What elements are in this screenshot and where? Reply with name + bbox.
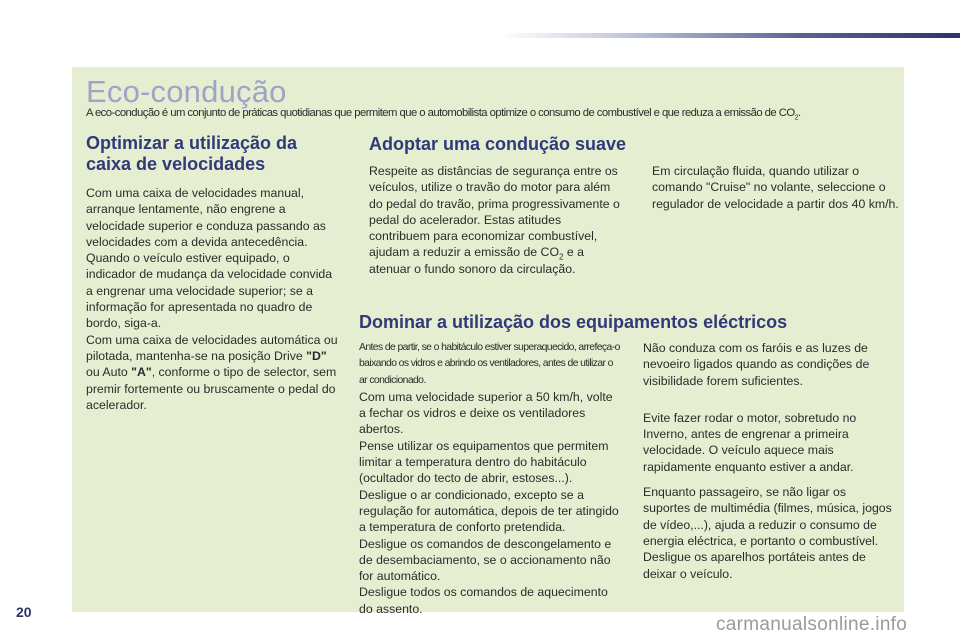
intro-subscript: 2 [794, 114, 798, 122]
header-gradient-bar [500, 33, 960, 38]
smooth-text-a: Respeite as distâncias de segurança entre os veículos, utilize o travão do motor para além do pedal do travão, prima progressivamente o pedal do acelerador. Estas atitudes contribuem para economizar combustível, ajudam a reduzir a emissão de CO [369, 164, 620, 260]
smooth-driving-paragraph [369, 163, 625, 277]
electric-paragraph-1: Com uma velocidade superior a 50 km/h, volte a fechar os vidros e deixe os ventiladores abertos. [359, 389, 613, 437]
electric-paragraph-3: Desligue o ar condicionado, excepto se a regulação for automática, depois de ter atingido a temperatura de conforto pretendida. [359, 487, 619, 535]
electric-paragraph-5: Desligue todos os comandos de aquecimento do assento. [359, 585, 608, 616]
gearbox-paragraph-2 [86, 332, 342, 413]
intro-main: A eco-condução é um conjunto de práticas quotidianas que permitem que o automobilista optimize o consumo de combustível e que reduza a emissão de CO [86, 107, 795, 119]
smooth-driving-heading-wrap [369, 134, 889, 155]
gearbox-text-e: , conforme o tipo de selector, sem premir fortemente ou bruscamente o pedal do acelerador. [86, 365, 337, 412]
smooth-driving-right [652, 163, 904, 212]
gearbox-heading: Optimizar a utilização da caixa de velocidades [86, 133, 298, 174]
smooth-driving-left [369, 163, 625, 277]
gearbox-section [86, 133, 342, 413]
smooth-driving-heading: Adoptar uma condução suave [369, 134, 627, 154]
electric-heading-wrap [359, 312, 899, 333]
page-title: Eco-condução [86, 74, 287, 109]
watermark-text: carmanualsonline.info [716, 614, 908, 635]
gearbox-text-a: Com uma caixa de velocidades automática ou pilotada, mantenha-se na posição Drive [86, 332, 338, 363]
electric-heading: Dominar a utilização dos equipamentos eléctricos [359, 312, 788, 332]
intro-text [86, 107, 898, 122]
gearbox-paragraph-1: Com uma caixa de velocidades manual, arranque lentamente, não engrene a velocidade superior e conduza passando as velocidades com a devida antecedência. Quando o veículo estiver equipado, o indicador de mudança da velocidade convida a engrenar uma velocidade superior; se a informação for apresentada no quadro de bordo, siga-a. [86, 186, 333, 331]
page-number: 20 [16, 604, 32, 620]
intro-end: . [797, 107, 801, 119]
electric-left [359, 340, 621, 617]
electric-paragraph-2: Pense utilizar os equipamentos que permitem limitar a temperatura dentro do habitáculo (ocultador do tecto de abrir, estoses...). [359, 438, 609, 486]
cruise-paragraph: Em circulação fluida, quando utilizar o comando "Cruise" no volante, seleccione o regulador de velocidade a partir dos 40 km/h. [652, 164, 899, 211]
drive-position-label: "D" [306, 348, 327, 363]
electric-small-note: Antes de partir, se o habitáculo estiver superaquecido, arrefeça-o baixando os vidros e abrindo os ventiladores, antes de utilizar o ar condicionado. [359, 342, 620, 386]
electric-paragraph-4: Desligue os comandos de descongelamento e de desembaciamento, se o accionamento não for automático. [359, 536, 612, 584]
gearbox-body [86, 185, 342, 413]
auto-position-label: "A" [131, 365, 152, 380]
gearbox-text-c: ou Auto [86, 365, 132, 380]
co2-subscript: 2 [559, 252, 564, 262]
smooth-text-b: e a atenuar o fundo sonoro da circulação. [369, 245, 584, 276]
electric-right [643, 340, 895, 582]
lights-paragraph: Não conduza com os faróis e as luzes de nevoeiro ligados quando as condições de visibilidade forem suficientes. [643, 341, 870, 388]
multimedia-paragraph: Enquanto passageiro, se não ligar os suportes de multimédia (filmes, música, jogos de vídeo,...), ajuda a reduzir o consumo de energia eléctrica, e portanto o combustível. Desligue os aparelhos portáteis antes de deixar o veículo. [643, 485, 892, 581]
engine-idle-paragraph: Evite fazer rodar o motor, sobretudo no Inverno, antes de engrenar a primeira velocidade. O veículo aquece mais rapidamente enquanto estiver a andar. [643, 410, 857, 474]
